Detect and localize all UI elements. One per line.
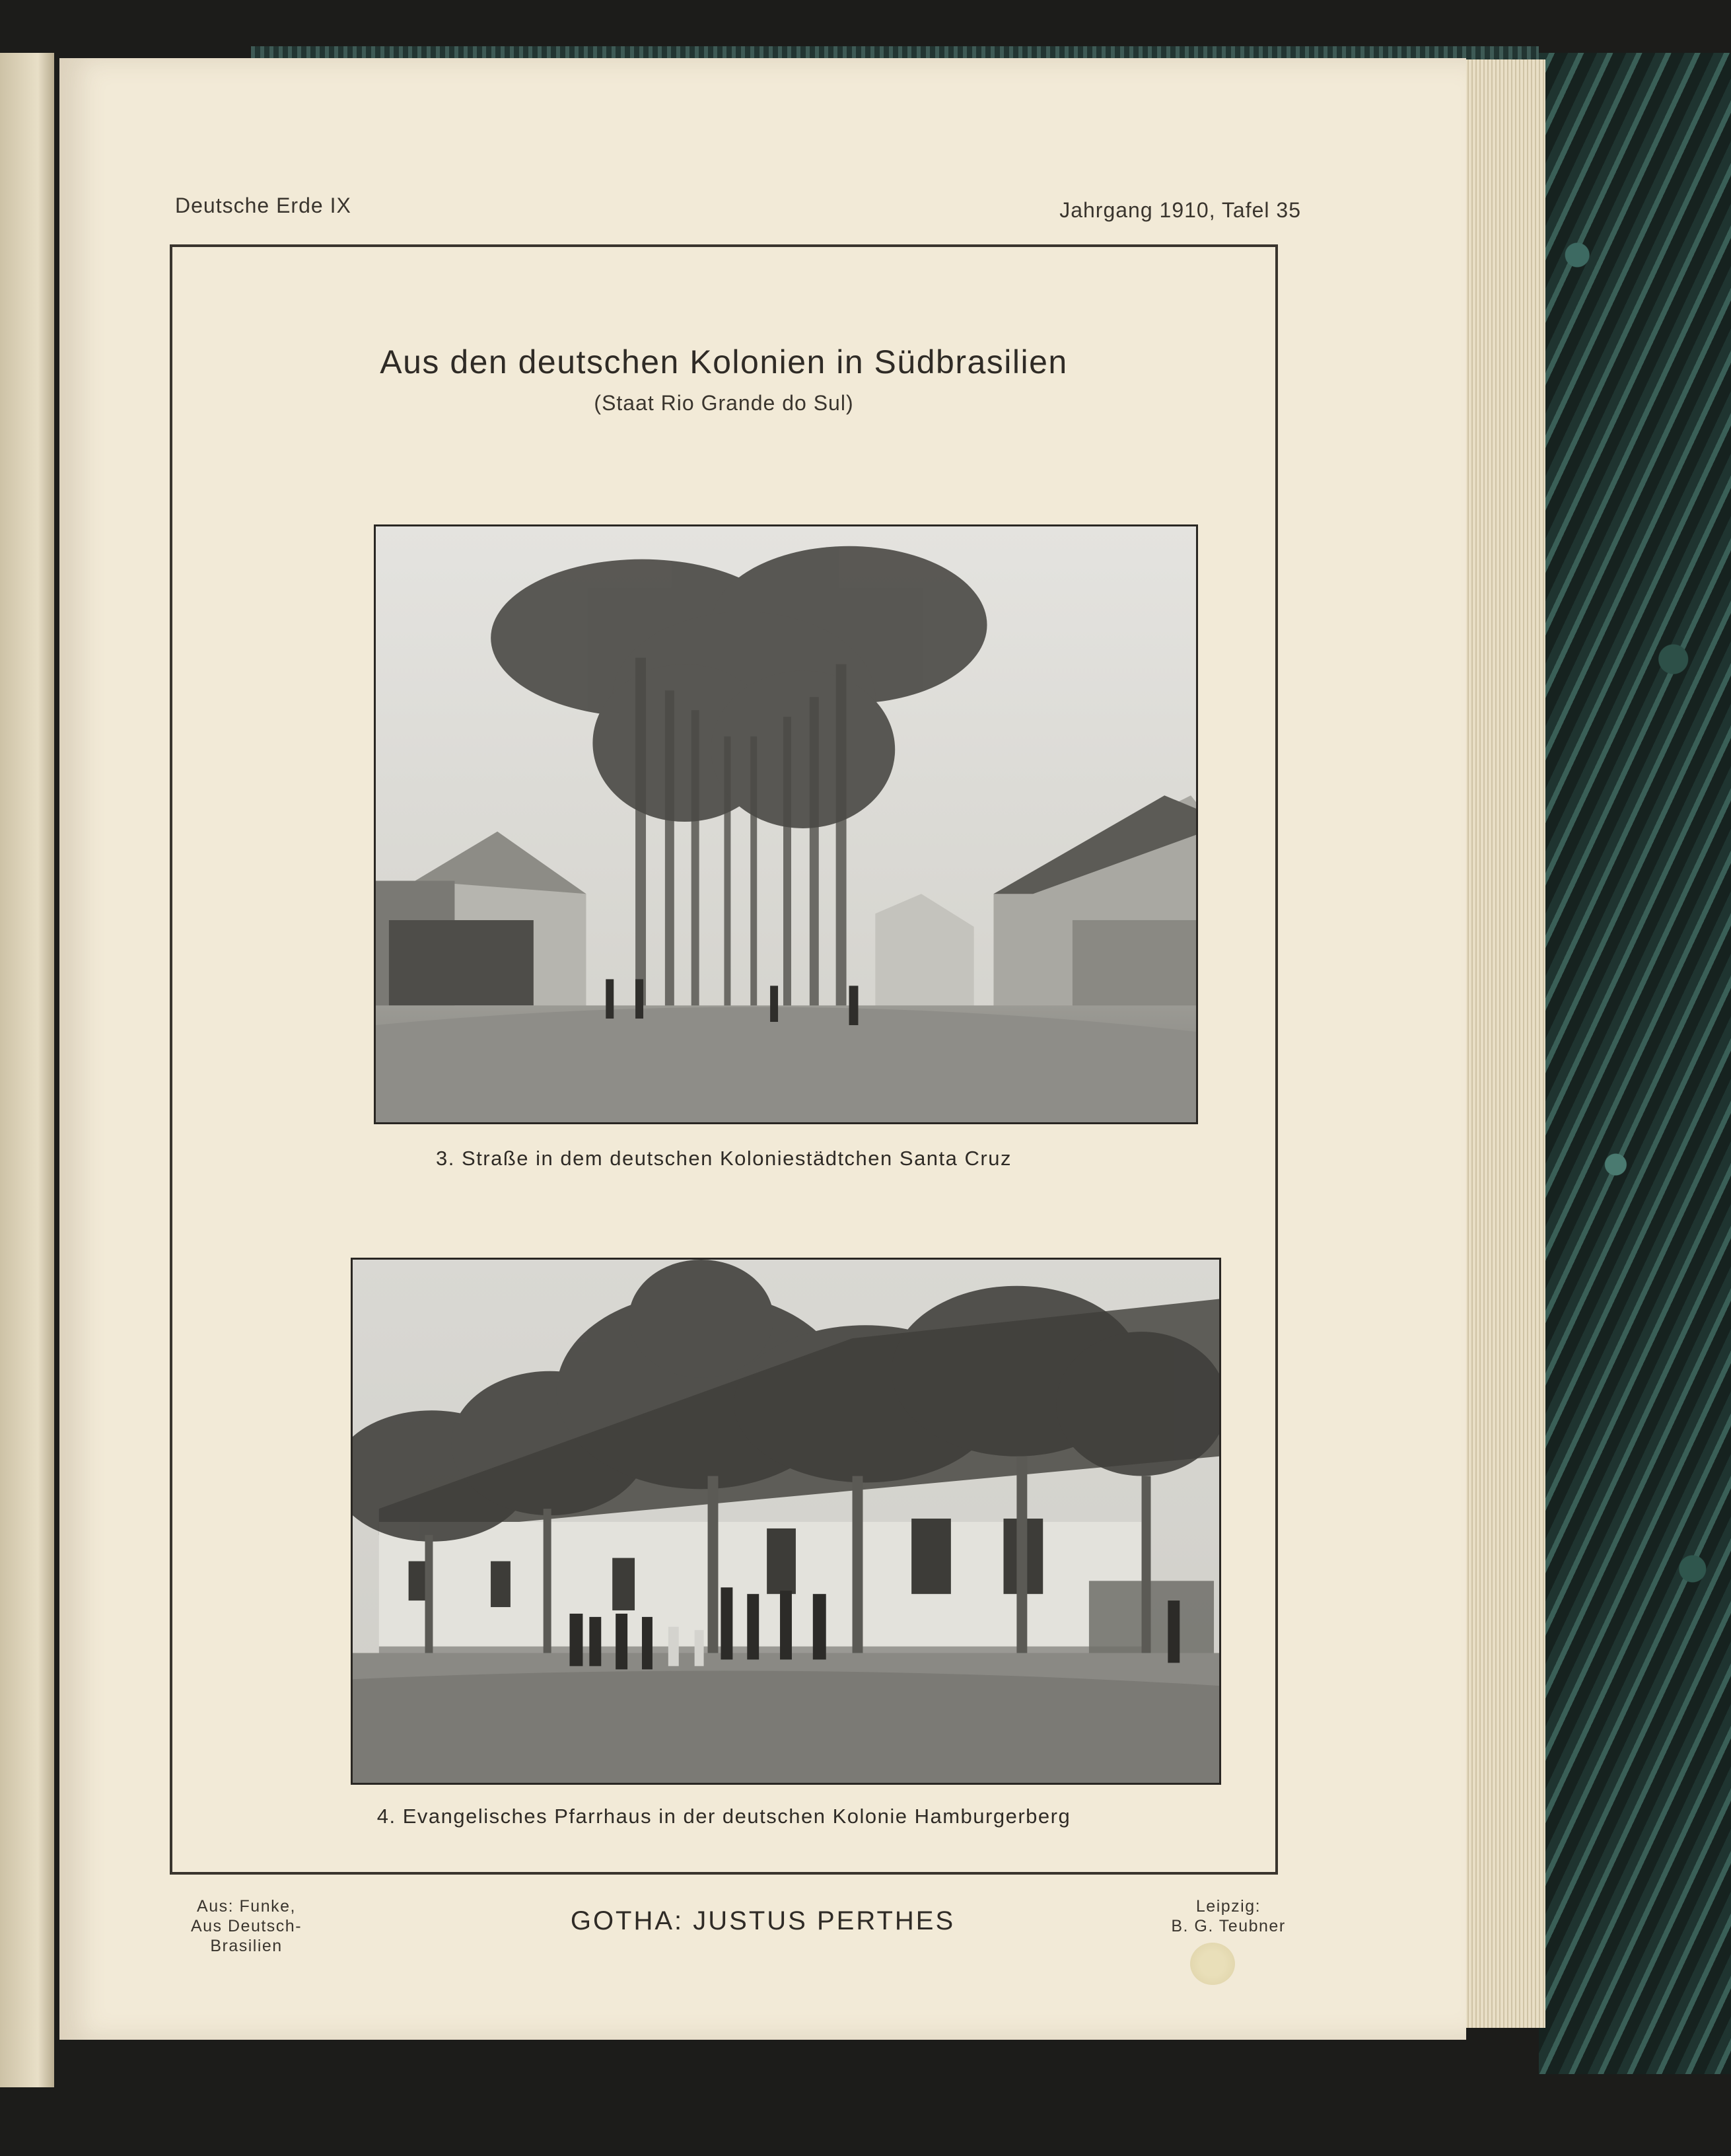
photo-hamburgerberg-parsonage (351, 1258, 1221, 1785)
printer-credit-line2: B. G. Teubner (1171, 1917, 1286, 1935)
page-stack (1453, 59, 1545, 2028)
source-credit-line1: Aus: Funke, (197, 1897, 296, 1916)
facing-page-edge (0, 53, 54, 2087)
source-credit-line2: Aus Deutsch-Brasilien (190, 1917, 302, 1955)
figure-3-caption: 3. Straße in dem deutschen Koloniestädtchen Santa Cruz (436, 1147, 1012, 1170)
printer-credit-line1: Leipzig: (1195, 1897, 1261, 1916)
publisher-imprint: GOTHA: JUSTUS PERTHES (570, 1906, 956, 1935)
marbled-book-edge (1539, 53, 1731, 2074)
plate-subtitle: (Staat Rio Grande do Sul) (594, 391, 854, 415)
running-header-right: Jahrgang 1910, Tafel 35 (1059, 198, 1301, 222)
paper-stain (1190, 1943, 1235, 1985)
printer-credit (1152, 1896, 1304, 1936)
book-page (59, 58, 1466, 2040)
plate-title: Aus den deutschen Kolonien in Südbrasilien (380, 343, 1068, 380)
running-header-left: Deutsche Erde IX (175, 194, 351, 217)
plate-frame (170, 244, 1278, 1875)
photo-santa-cruz-street (374, 524, 1198, 1124)
figure-4-caption: 4. Evangelisches Pfarrhaus in der deutschen Kolonie Hamburgerberg (376, 1805, 1071, 1828)
